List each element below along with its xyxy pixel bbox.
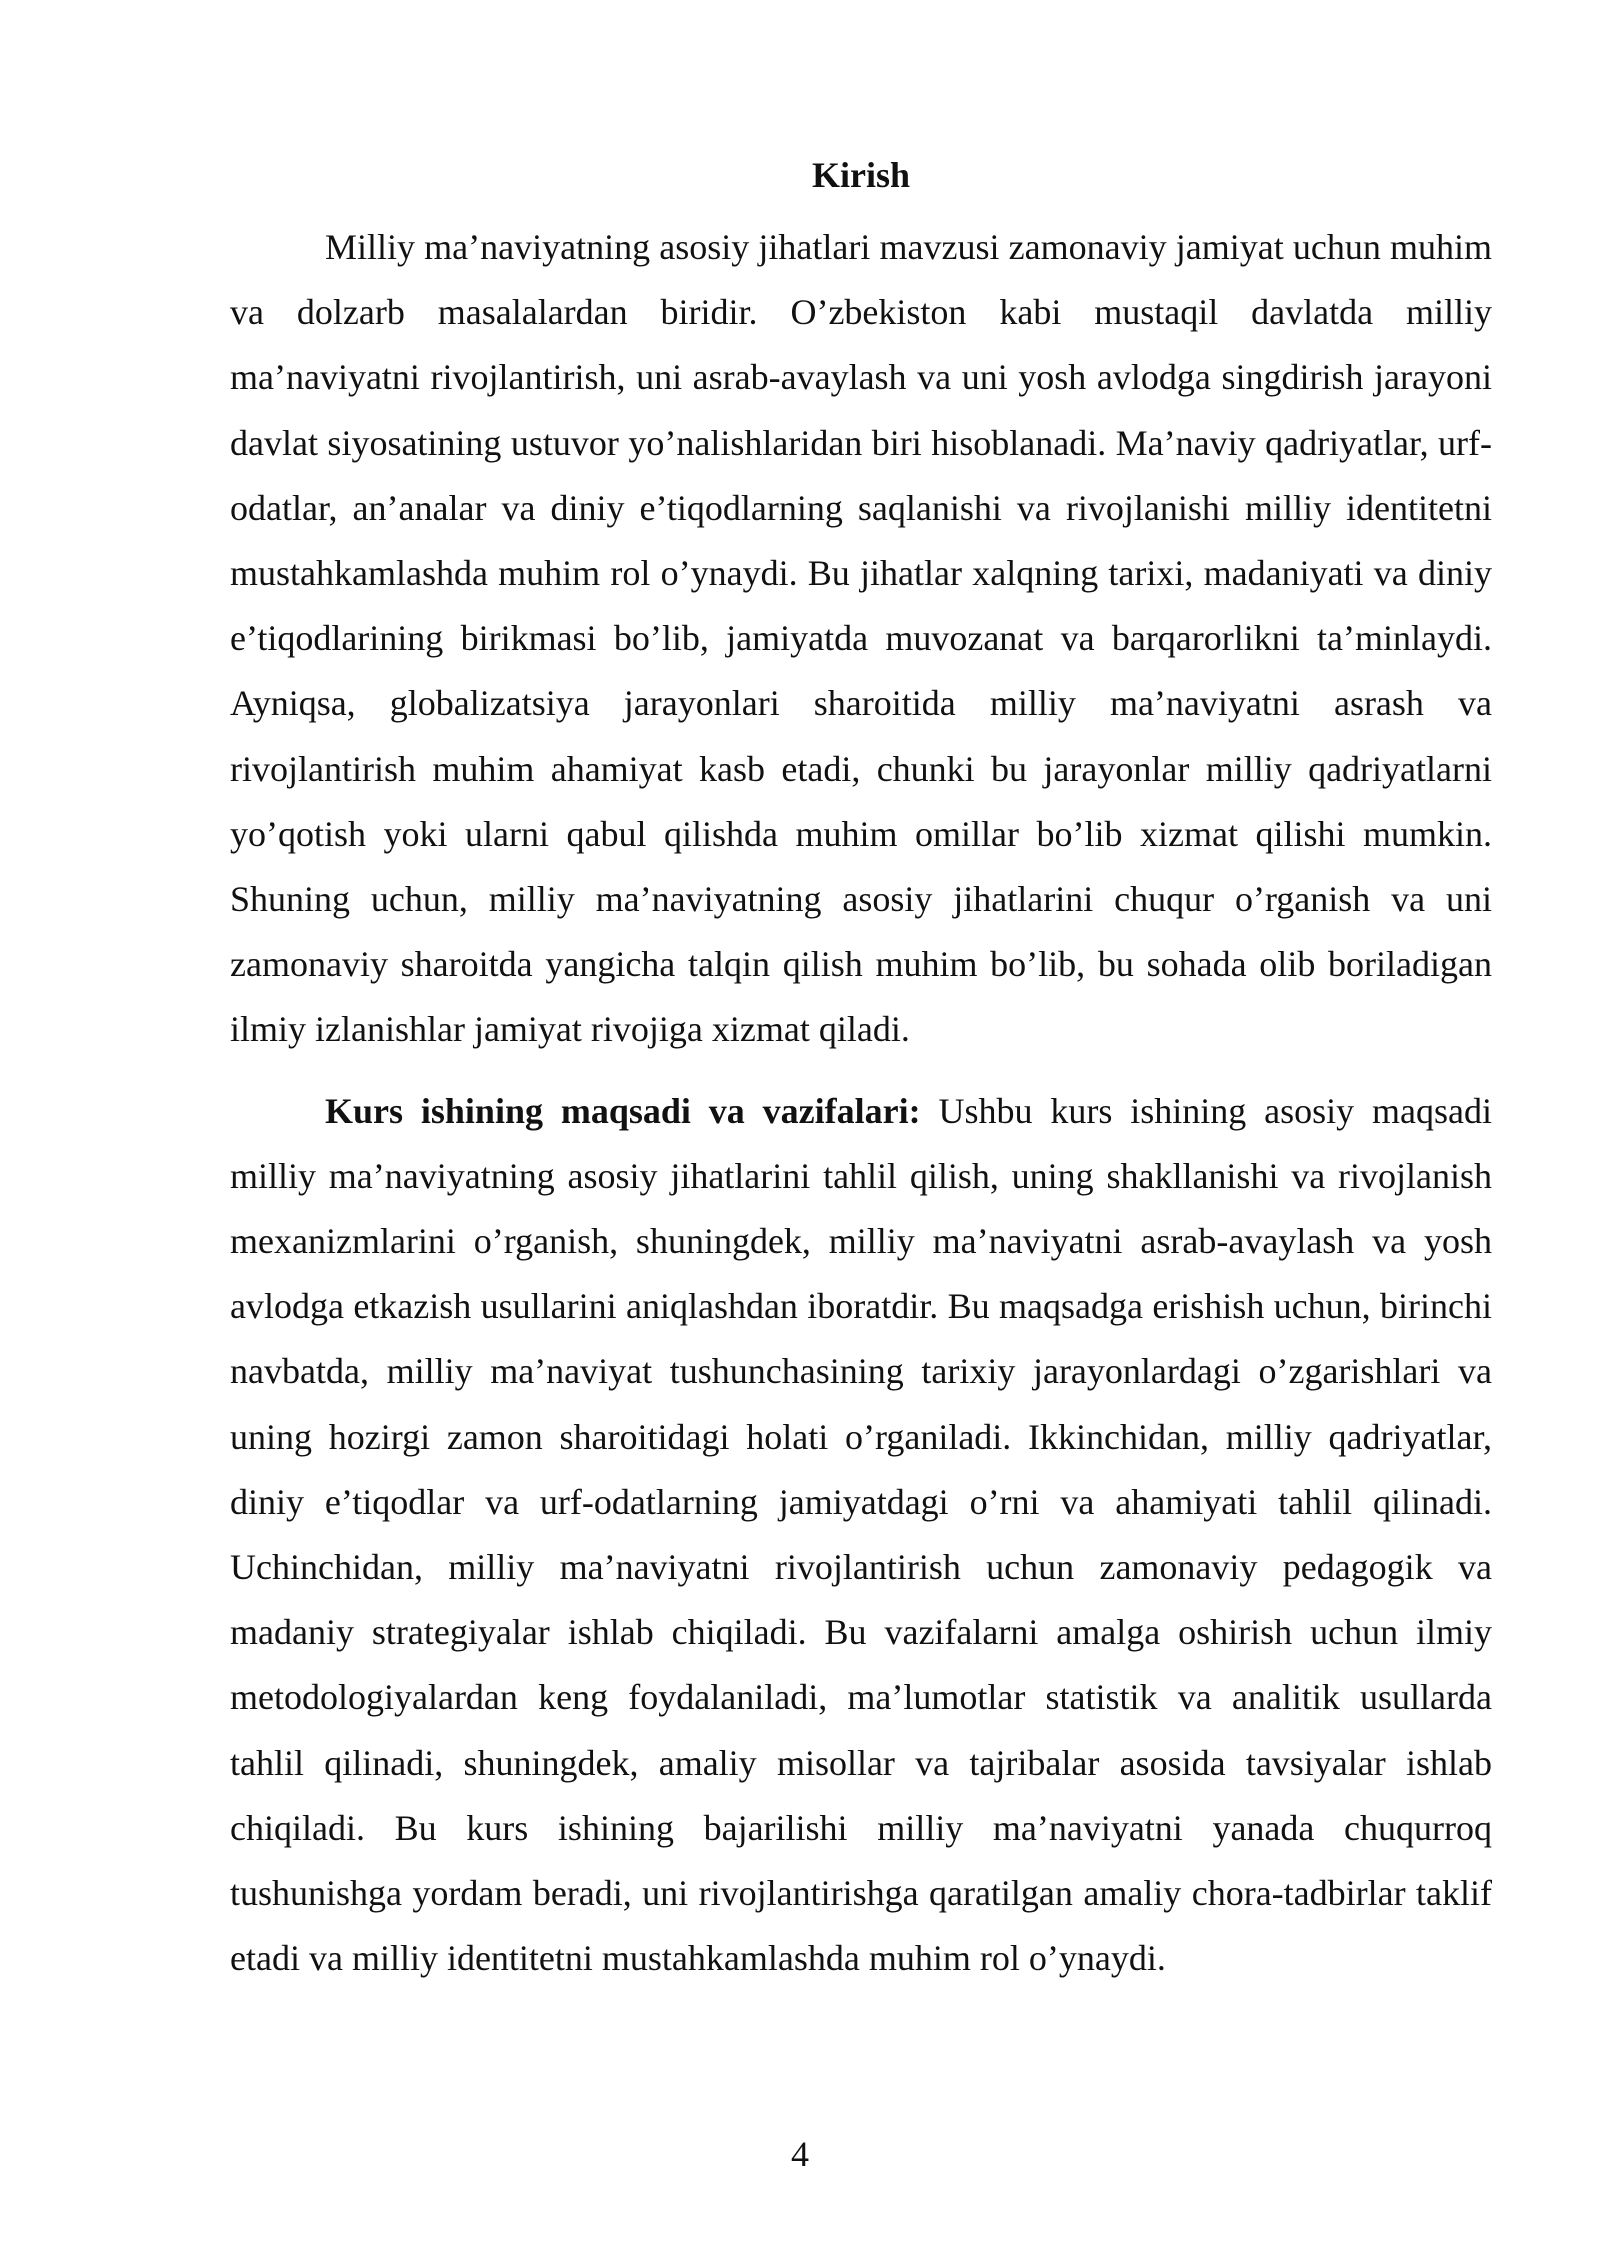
paragraph-lead-bold: Kurs ishining maqsadi va vazifalari:	[325, 1090, 921, 1131]
body-paragraph-goals	[230, 1079, 1492, 1992]
paragraph-text: Milliy ma’naviyatning asosiy jihatlari mavzusi zamonaviy jamiyat uchun muhim va dolzarb masalalardan biridir. O’zbekiston kabi mustaqil davlatda milliy ma’naviyatni rivojlantirish, uni asrab-avaylash va uni yosh avlodga singdirish jarayoni davlat siyosatining ustuvor yo’nalishlaridan biri hisoblanadi. Ma’naviy qadriyatlar, urf-odatlar, an’analar va diniy e’tiqodlarning saqlanishi va rivojlanishi milliy identitetni mustahkamlashda muhim rol o’ynaydi. Bu jihatlar xalqning tarixi, madaniyati va diniy e’tiqodlarining birikmasi bo’lib, jamiyatda muvozanat va barqarorlikni ta’minlaydi. Ayniqsa, globalizatsiya jarayonlari sharoitida milliy ma’naviyatni asrash va rivojlantirish muhim ahamiyat kasb etadi, chunki bu jarayonlar milliy qadriyatlarni yo’qotish yoki ularni qabul qilishda muhim omillar bo’lib xizmat qilishi mumkin. Shuning uchun, milliy ma’naviyatning asosiy jihatlarini chuqur o’rganish va uni zamonaviy sharoitda yangicha talqin qilish muhim bo’lib, bu sohada olib boriladigan ilmiy izlanishlar jamiyat rivojiga xizmat qiladi.	[230, 227, 1492, 1050]
page-number: 4	[791, 2134, 809, 2174]
section-heading: Kirish	[811, 155, 910, 195]
page-content	[230, 150, 1492, 1991]
body-paragraph-introduction	[230, 215, 1492, 1063]
paragraph-text: Ushbu kurs ishining asosiy maqsadi milliy ma’naviyatning asosiy jihatlarini tahlil qilish, uning shakllanishi va rivojlanish mexanizmlarini o’rganish, shuningdek, milliy ma’naviyatni asrab-avaylash va yosh avlodga etkazish usullarini aniqlashdan iboratdir. Bu maqsadga erishish uchun, birinchi navbatda, milliy ma’naviyat tushunchasining tarixiy jarayonlardagi o’zgarishlari va uning hozirgi zamon sharoitidagi holati o’rganiladi. Ikkinchidan, milliy qadriyatlar, diniy e’tiqodlar va urf-odatlarning jamiyatdagi o’rni va ahamiyati tahlil qilinadi. Uchinchidan, milliy ma’naviyatni rivojlantirish uchun zamonaviy pedagogik va madaniy strategiyalar ishlab chiqiladi. Bu vazifalarni amalga oshirish uchun ilmiy metodologiyalardan keng foydalaniladi, ma’lumotlar statistik va analitik usullarda tahlil qilinadi, shuningdek, amaliy misollar va tajribalar asosida tavsiyalar ishlab chiqiladi. Bu kurs ishining bajarilishi milliy ma’naviyatni yanada chuqurroq tushunishga yordam beradi, uni rivojlantirishga qaratilgan amaliy chora-tadbirlar taklif etadi va milliy identitetni mustahkamlashda muhim rol o’ynaydi.	[230, 1090, 1493, 1979]
